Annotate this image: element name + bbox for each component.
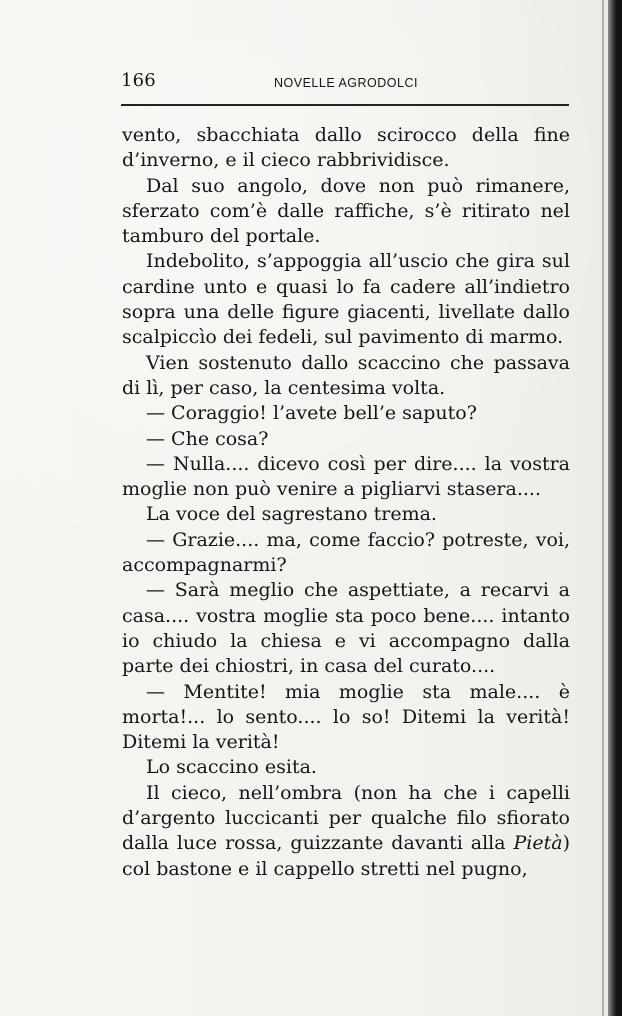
paragraph-7-italic-title: Pietà (513, 832, 563, 855)
header-rule (121, 104, 569, 106)
body-text (122, 123, 570, 882)
paragraph-6: Lo scaccino esita. (146, 756, 317, 779)
running-head: NOVELLE AGRODOLCI (274, 76, 418, 90)
dialogue-line-2: — Che cosa? (146, 427, 269, 450)
paragraph-1: vento, sbacchiata dallo scirocco della fine d’inverno, e il cieco rabbrividisce. (122, 124, 570, 172)
dialogue-line-3: — Nulla.... dicevo così per dire.... la vostra moglie non può venire a pigliarvi stasera.... (122, 452, 570, 501)
paragraph-5: La voce del sagrestano trema. (146, 503, 437, 526)
paragraph-7 (122, 781, 570, 882)
paragraph-3: Indebolito, s’appoggia all’uscio che gira sul cardine unto e quasi lo fa cadere all’indietro sopra una delle figure giacenti, livellate dallo scalpiccìo dei fedeli, sul pavimento di marmo. (122, 250, 570, 349)
page-header (121, 70, 569, 104)
dialogue-line-6: — Mentite! mia moglie sta male.... è morta!... lo sento.... lo so! Ditemi la verità! Ditemi la verità! (122, 680, 570, 754)
dialogue-line-5: — Sarà meglio che aspettiate, a recarvi a casa.... vostra moglie sta poco bene.... intanto io chiudo la chiesa e vi accompagno dalla parte dei chiostri, in casa del curato.... (122, 579, 570, 678)
dialogue-line-4: — Grazie.... ma, come faccio? potreste, voi, accompagnarmi? (122, 528, 570, 577)
page-edge-shadow (602, 0, 604, 1016)
book-spine-edge (608, 0, 622, 1016)
paragraph-7-end: ) col bastone e il cappello stretti nel pugno, (122, 832, 570, 880)
page-number: 166 (121, 70, 156, 91)
dialogue-line-1: — Coraggio! l’avete bell’e saputo? (146, 402, 477, 425)
paragraph-2: Dal suo angolo, dove non può rimanere, sferzato com’è dalle raffiche, s’è ritirato nel tamburo del portale. (122, 174, 570, 248)
paragraph-4: Vien sostenuto dallo scaccino che passava di lì, per caso, la centesima volta. (122, 351, 570, 399)
paragraph-7-start: Il cieco, nell’ombra (non ha che i capelli d’argento luccicanti per qualche filo sfiorato dalla luce rossa, guizzante davanti alla (122, 781, 570, 855)
